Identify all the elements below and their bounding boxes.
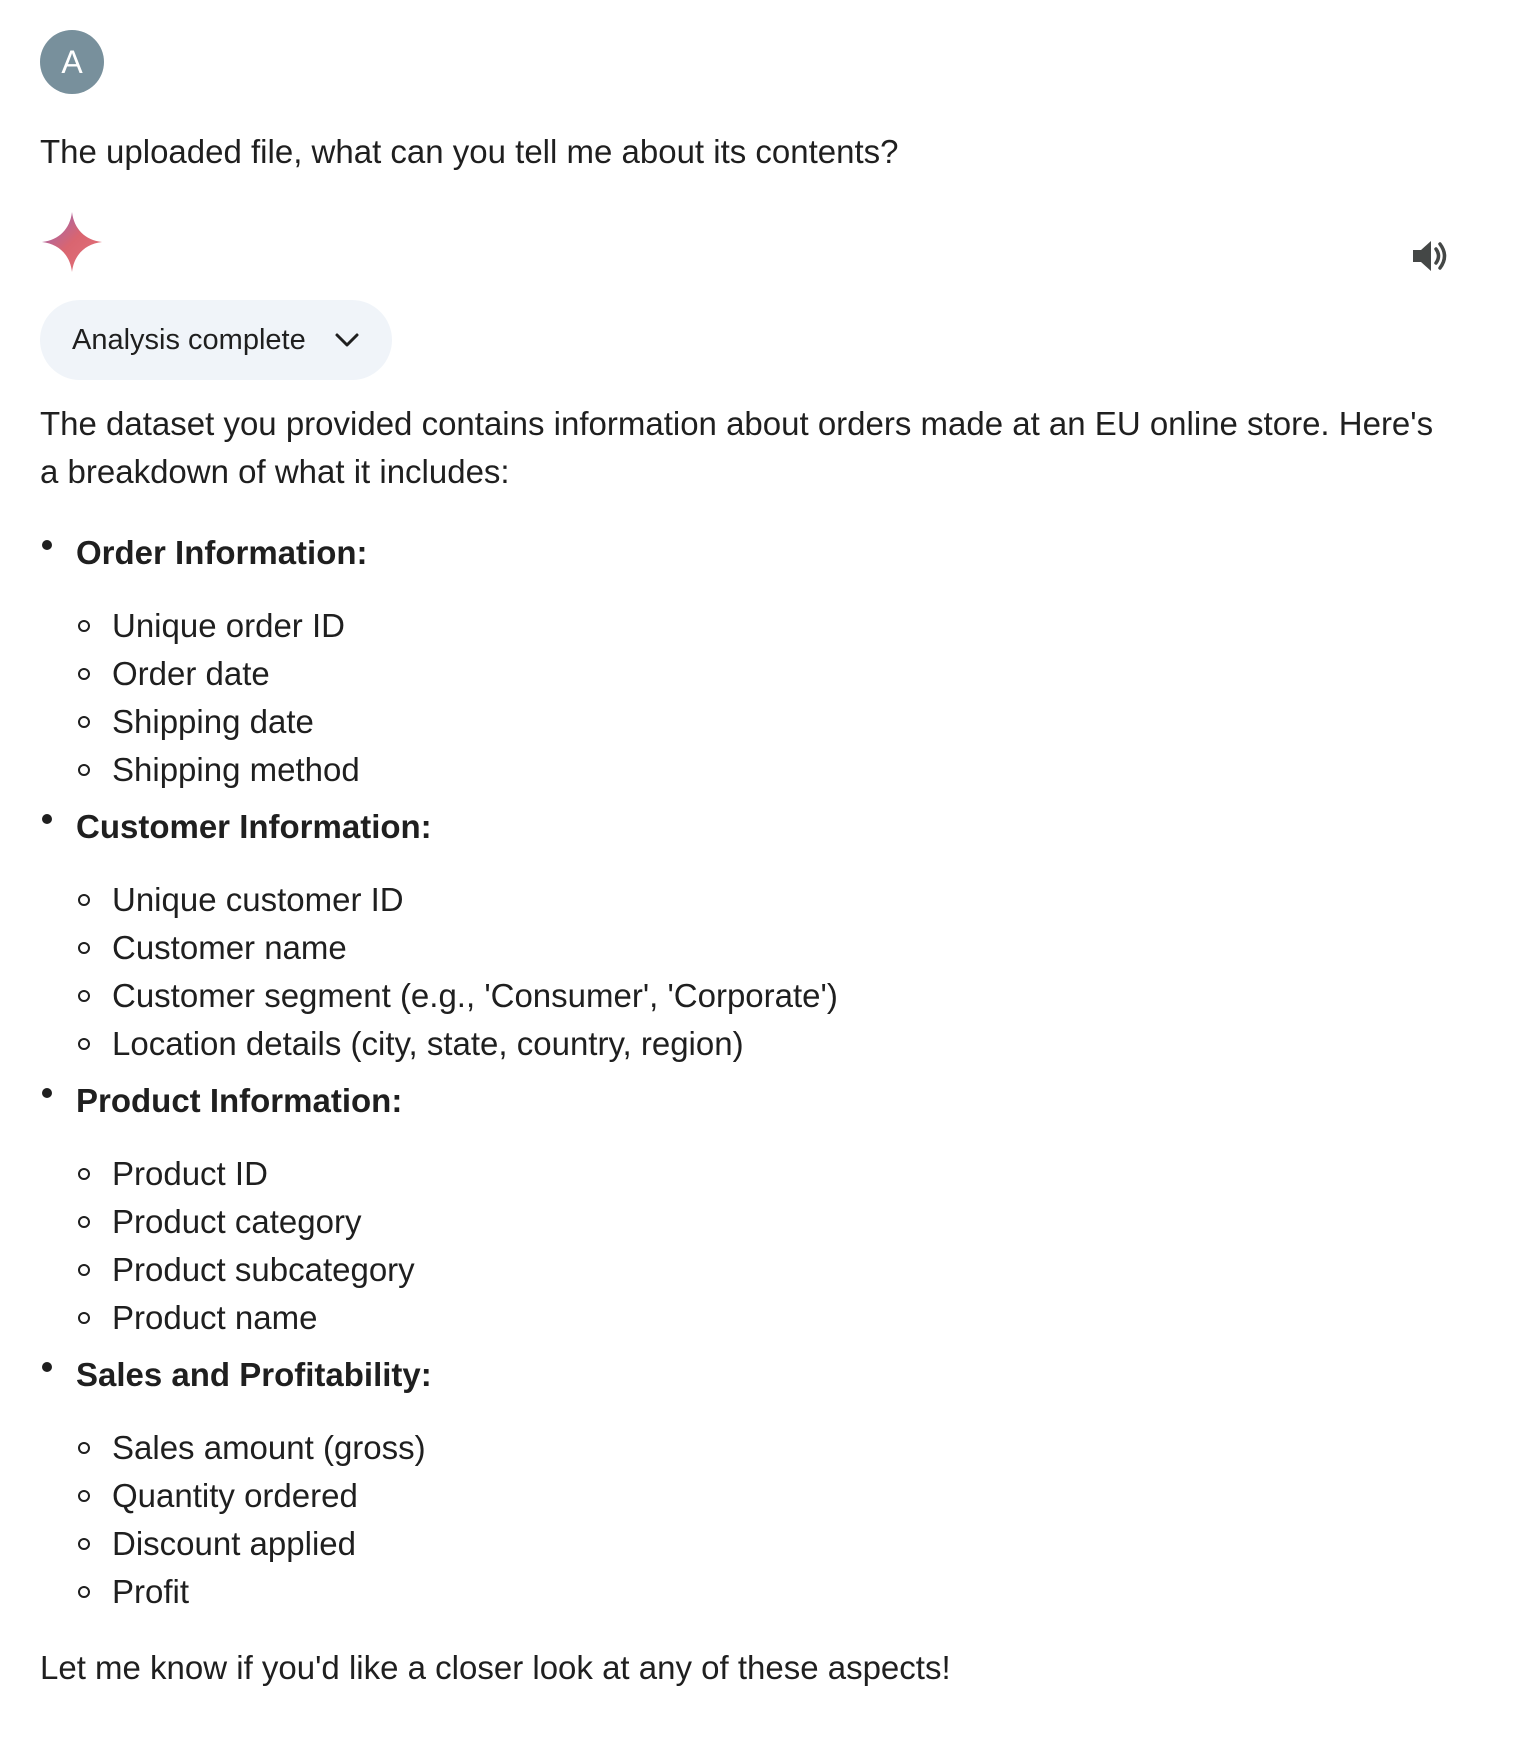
response-outro: Let me know if you'd like a closer look at any of these aspects!: [40, 1649, 951, 1686]
list-item: Product name: [76, 1294, 1460, 1342]
list-item: Order date: [76, 650, 1460, 698]
list-item: Customer segment (e.g., 'Consumer', 'Corporate'): [76, 972, 1460, 1020]
chevron-down-icon: [334, 327, 360, 353]
list-item: Customer name: [76, 924, 1460, 972]
list-item: Product category: [76, 1198, 1460, 1246]
list-item: Discount applied: [76, 1520, 1460, 1568]
list-item: Unique order ID: [76, 602, 1460, 650]
list-item: Quantity ordered: [76, 1472, 1460, 1520]
analysis-status-chip[interactable]: [40, 300, 392, 380]
list-item: Unique customer ID: [76, 876, 1460, 924]
dataset-sections-list: [40, 520, 1460, 1616]
list-item: Product ID: [76, 1150, 1460, 1198]
list-item: Sales amount (gross): [76, 1424, 1460, 1472]
section-items: [76, 1134, 1460, 1342]
gemini-sparkle-icon: [42, 212, 102, 272]
section-title: Product Information:: [76, 1082, 403, 1119]
assistant-response: [40, 400, 1460, 1692]
list-item: Profit: [76, 1568, 1460, 1616]
section-order-information: [40, 520, 1460, 794]
user-avatar[interactable]: A: [40, 30, 104, 94]
list-item: Location details (city, state, country, region): [76, 1020, 1460, 1068]
analysis-status-label: Analysis complete: [72, 323, 306, 356]
list-item: Product subcategory: [76, 1246, 1460, 1294]
section-product-information: [40, 1068, 1460, 1342]
section-items: [76, 860, 1460, 1068]
user-prompt: The uploaded file, what can you tell me about its contents?: [40, 133, 899, 170]
speaker-icon[interactable]: [1409, 234, 1453, 278]
section-title: Customer Information:: [76, 808, 432, 845]
section-customer-information: [40, 794, 1460, 1068]
list-item: Shipping method: [76, 746, 1460, 794]
section-title: Order Information:: [76, 534, 368, 571]
response-intro: The dataset you provided contains information about orders made at an EU online store. Here's a breakdown of what it includes:: [40, 405, 1434, 490]
list-item: Shipping date: [76, 698, 1460, 746]
section-items: [76, 1408, 1460, 1616]
section-items: [76, 586, 1460, 794]
section-sales-and-profitability: [40, 1342, 1460, 1616]
section-title: Sales and Profitability:: [76, 1356, 432, 1393]
